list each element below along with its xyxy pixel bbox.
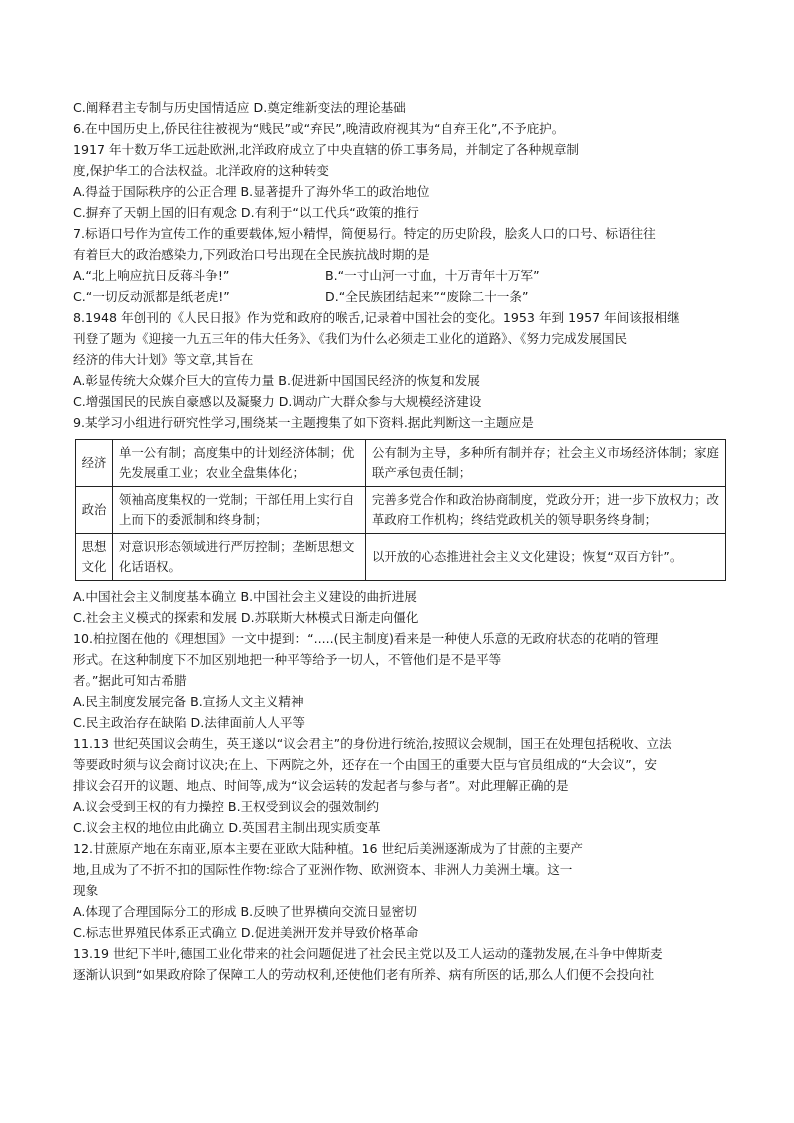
table-row — [76, 487, 726, 534]
text-line: C.标志世界殖民体系正式确立 D.促进美洲开发并导致价格革命 — [73, 925, 419, 940]
text-line: 9.某学习小组进行研究性学习,围绕某一主题搜集了如下资料.据此判断这一主题应是 — [73, 415, 534, 430]
row-header: 思想文化 — [76, 534, 113, 581]
text-line: 6.在中国历史上,侨民往往被视为“贱民”或“弃民”,晚清政府视其为“自弃王化”,不予庇护。 — [73, 121, 565, 136]
text-line: 刊登了题为《迎接一九五三年的伟大任务》、《我们为什么必须走工业化的道路》、《努力完成发展国民 — [73, 331, 628, 346]
text-line: 13.19 世纪下半叶,德国工业化带来的社会问题促进了社会民主党以及工人运动的蓬勃发展,在斗争中俾斯麦 — [73, 946, 663, 961]
q7-option-d: D.“全民族团结起来”“废除二十一条” — [325, 289, 529, 304]
q7-option-b: B.“一寸山河一寸血，十万青年十万军” — [325, 268, 540, 283]
q7-options-row — [73, 265, 728, 286]
text-line: C.民主政治存在缺陷 D.法律面前人人平等 — [73, 715, 306, 730]
text-line: 形式。在这种制度下不加区别地把一种平等给予一切人，不管他们是不是平等 — [73, 652, 502, 667]
text-line: 者。”据此可知古希腊 — [73, 673, 187, 688]
table-cell: 公有制为主导，多种所有制并存；社会主义市场经济体制；家庭联产承包责任制； — [366, 440, 726, 487]
table-cell: 以开放的心态推进社会主义文化建设；恢复“双百方针”。 — [366, 534, 726, 581]
q7-option-c: C.“一切反动派都是纸老虎!” — [73, 289, 230, 304]
text-line: C.社会主义模式的探索和发展 D.苏联斯大林模式日渐走向僵化 — [73, 610, 419, 625]
table-row — [76, 440, 726, 487]
text-line: 有着巨大的政治感染力,下列政治口号出现在全民族抗战时期的是 — [73, 247, 430, 262]
text-line: 8.1948 年创刊的《人民日报》作为党和政府的喉舌,记录着中国社会的变化。1953 年到 1957 年间该报相继 — [73, 310, 680, 325]
text-line: A.中国社会主义制度基本确立 B.中国社会主义建设的曲折进展 — [73, 589, 417, 604]
table-cell: 领袖高度集权的一党制；干部任用上实行自上而下的委派制和终身制； — [113, 487, 366, 534]
table-row — [76, 534, 726, 581]
text-line: A.民主制度发展完备 B.宣扬人文主义精神 — [73, 694, 304, 709]
text-line: 经济的伟大计划》等文章,其旨在 — [73, 352, 254, 367]
text-line: 度,保护华工的合法权益。北洋政府的这种转变 — [73, 163, 329, 178]
text-line: 11.13 世纪英国议会萌生，英王遂以“议会君主”的身份进行统治,按照议会规制，国王在处理包括税收、立法 — [73, 736, 672, 751]
text-line: 12.甘蔗原产地在东南亚,原本主要在亚欧大陆种植。16 世纪后美洲逐渐成为了甘蔗的主要产 — [73, 841, 584, 856]
text-line: 地,且成为了不折不扣的国际性作物:综合了亚洲作物、欧洲资本、非洲人力美洲土壤。这一 — [73, 862, 573, 877]
table-cell: 对意识形态领域进行严厉控制；垄断思想文化话语权。 — [113, 534, 366, 581]
text-line: A.体现了合理国际分工的形成 B.反映了世界横向交流日显密切 — [73, 904, 417, 919]
text-line: C.议会主权的地位由此确立 D.英国君主制出现实质变革 — [73, 820, 381, 835]
table-cell: 完善多党合作和政治协商制度，党政分开；进一步下放权力；改革政府工作机构；终结党政机关的领导职务终身制； — [366, 487, 726, 534]
text-line: 现象 — [73, 883, 99, 898]
text-line: 逐渐认识到“如果政府除了保障工人的劳动权利,还使他们老有所养、病有所医的话,那么人们便不会投向社 — [73, 967, 655, 982]
text-line: C.增强国民的民族自豪感以及凝聚力 D.调动广大群众参与大规模经济建设 — [73, 394, 482, 409]
text-line: 排议会召开的议题、地点、时间等,成为“议会运转的发起者与参与者”。对此理解正确的是 — [73, 778, 569, 793]
q7-option-a: A.“北上响应抗日反蒋斗争!” — [73, 268, 230, 283]
text-line: A.得益于国际秩序的公正合理 B.显著提升了海外华工的政治地位 — [73, 184, 430, 199]
text-line: A.议会受到王权的有力操控 B.王权受到议会的强效制约 — [73, 799, 380, 814]
q7-options-row — [73, 286, 728, 307]
text-line: 7.标语口号作为宣传工作的重要载体,短小精悍，简便易行。特定的历史阶段，脍炙人口的口号、标语往往 — [73, 226, 656, 241]
text-line: A.彰显传统大众媒介巨大的宣传力量 B.促进新中国国民经济的恢复和发展 — [73, 373, 480, 388]
row-header: 政治 — [76, 487, 113, 534]
text-line: 10.柏拉图在他的《理想国》一文中提到：“.....(民主制度)看来是一种使人乐意的无政府状态的花哨的管理 — [73, 631, 659, 646]
q9-material-table — [75, 439, 726, 581]
row-header: 经济 — [76, 440, 113, 487]
text-line: 1917 年十数万华工远赴欧洲,北洋政府成立了中央直辖的侨工事务局，并制定了各种规章制 — [73, 142, 580, 157]
text-line: C.阐释君主专制与历史国情适应 D.奠定维新变法的理论基础 — [73, 100, 406, 115]
table-cell: 单一公有制；高度集中的计划经济体制；优先发展重工业；农业全盘集体化； — [113, 440, 366, 487]
text-line: C.摒弃了天朝上国的旧有观念 D.有利于“以工代兵“政策的推行 — [73, 205, 419, 220]
question-text — [73, 97, 728, 985]
text-line: 等要政时须与议会商讨议决;在上、下两院之外，还存在一个由国王的重要大臣与官员组成的“大会议”，安 — [73, 757, 658, 772]
